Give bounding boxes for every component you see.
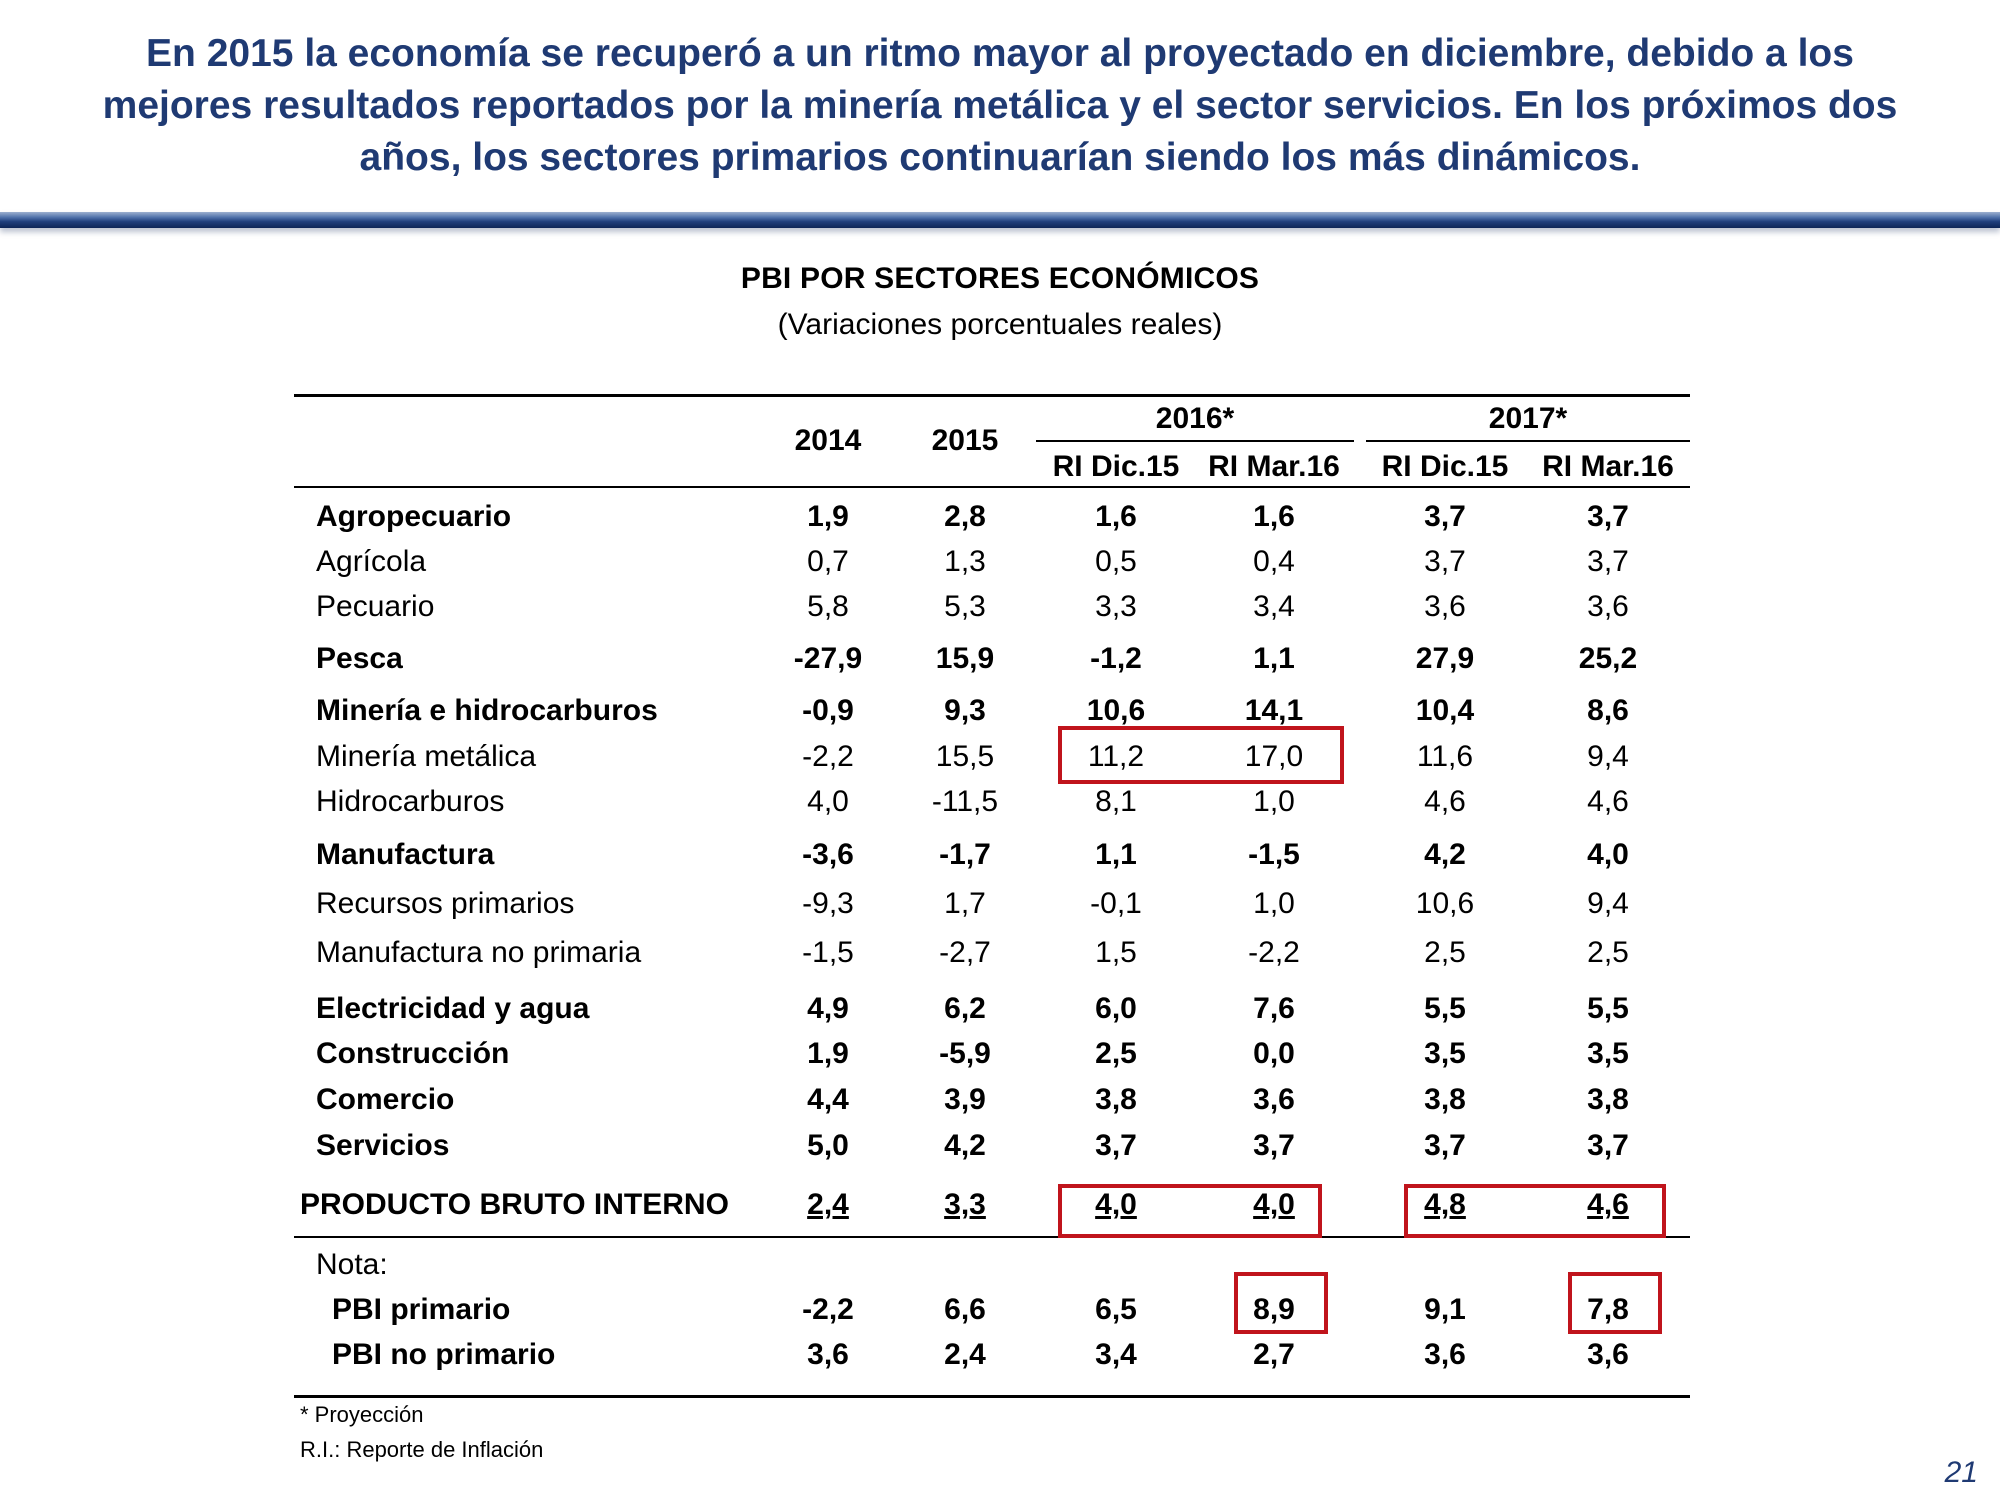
table-bottom-rule: [294, 1395, 1690, 1398]
cell-value: 0,4: [1253, 545, 1295, 578]
table-cell: [1046, 545, 1186, 579]
cell-value: 0,0: [1253, 1037, 1295, 1070]
cell-value: 4,0: [807, 785, 849, 818]
table-cell: [895, 590, 1035, 624]
footnote-ri: R.I.: Reporte de Inflación: [300, 1437, 544, 1462]
header-divider-bar: [0, 212, 2000, 228]
cell-value: 7,6: [1253, 992, 1295, 1025]
row-label: PBI primario: [332, 1293, 511, 1326]
table-cell: [1538, 642, 1678, 676]
table-cell: [895, 1338, 1035, 1372]
table-cell: [1204, 590, 1344, 624]
table-cell: [1204, 992, 1344, 1026]
cell-value: 3,5: [1424, 1037, 1466, 1070]
cell-value: 9,3: [944, 694, 986, 727]
table-cell: [1538, 992, 1678, 1026]
table-cell: [758, 642, 898, 676]
table-cell: [1538, 785, 1678, 819]
cell-value: 4,4: [807, 1083, 849, 1116]
table-cell: [1204, 887, 1344, 921]
table-cell: [1204, 1338, 1344, 1372]
table-row: [0, 1037, 2000, 1081]
table-cell: [1538, 887, 1678, 921]
table-cell: [1538, 694, 1678, 728]
cell-value: -2,2: [802, 1293, 854, 1326]
table-cell: [895, 694, 1035, 728]
table-cell: [895, 642, 1035, 676]
cell-value: 2,5: [1095, 1037, 1137, 1070]
cell-value: 4,9: [807, 992, 849, 1025]
cell-value: 1,9: [807, 1037, 849, 1070]
headline-line-3: años, los sectores primarios continuarían siendo los más dinámicos.: [359, 136, 1641, 179]
table-cell: [1538, 1129, 1678, 1163]
cell-value: 2,4: [807, 1188, 849, 1221]
cell-value: -1,2: [1090, 642, 1142, 675]
cell-value: 8,9: [1253, 1293, 1295, 1326]
cell-value: 3,7: [1587, 500, 1629, 533]
cell-value: 6,2: [944, 992, 986, 1025]
cell-value: 3,8: [1424, 1083, 1466, 1116]
table-cell: [1375, 1129, 1515, 1163]
cell-value: 3,7: [1424, 1129, 1466, 1162]
table-cell: [758, 1129, 898, 1163]
row-label: Agropecuario: [316, 500, 512, 533]
cell-value: 4,6: [1424, 785, 1466, 818]
table-cell: [1375, 694, 1515, 728]
row-label: Hidrocarburos: [316, 785, 505, 818]
row-label: Comercio: [316, 1083, 455, 1116]
highlight-pbi-2016: [1058, 1184, 1322, 1238]
cell-value: 5,8: [807, 590, 849, 623]
group-header-2017: 2017*: [1488, 402, 1568, 435]
table-row: [0, 1338, 2000, 1382]
table-cell: [1375, 1293, 1515, 1327]
highlight-mineria-metalica-2016: [1058, 726, 1344, 784]
cell-value: -3,6: [802, 838, 854, 871]
table-row: [0, 642, 2000, 686]
cell-value: -27,9: [793, 642, 863, 675]
table-cell: [1046, 1129, 1186, 1163]
table-top-rule: [294, 394, 1690, 397]
row-label: Electricidad y agua: [316, 992, 590, 1025]
cell-value: 6,0: [1095, 992, 1137, 1025]
col-header-2017-mar: RI Mar.16: [1542, 450, 1674, 483]
table-cell: [1046, 590, 1186, 624]
cell-value: 1,1: [1253, 642, 1295, 675]
row-label: Minería e hidrocarburos: [316, 694, 658, 727]
cell-value: 3,4: [1253, 590, 1295, 623]
table-cell: [1538, 936, 1678, 970]
cell-value: -0,9: [802, 694, 854, 727]
cell-value: 3,6: [807, 1338, 849, 1371]
table-cell: [1538, 1083, 1678, 1117]
highlight-pbi-2017: [1404, 1184, 1666, 1238]
table-cell: [1538, 590, 1678, 624]
table-cell: [1538, 1037, 1678, 1071]
cell-value: 3,6: [1424, 590, 1466, 623]
cell-value: -0,1: [1090, 887, 1142, 920]
table-cell: [895, 1083, 1035, 1117]
col-header-2017-dic: RI Dic.15: [1381, 450, 1509, 483]
table-cell: [1046, 992, 1186, 1026]
table-cell: [758, 992, 898, 1026]
cell-value: -2,7: [939, 936, 991, 969]
table-cell: [895, 838, 1035, 872]
table-row: [0, 838, 2000, 882]
cell-value: 15,5: [935, 740, 995, 773]
cell-value: 8,6: [1587, 694, 1629, 727]
table-cell: [1538, 500, 1678, 534]
cell-value: 4,2: [1424, 838, 1466, 871]
row-label: Nota:: [316, 1248, 388, 1281]
cell-value: 3,5: [1587, 1037, 1629, 1070]
table-cell: [1046, 1037, 1186, 1071]
cell-value: 3,7: [1587, 545, 1629, 578]
cell-value: -5,9: [939, 1037, 991, 1070]
cell-value: 1,7: [944, 887, 986, 920]
table-cell: [1046, 887, 1186, 921]
table-cell: [895, 500, 1035, 534]
table-cell: [758, 545, 898, 579]
cell-value: 3,3: [944, 1188, 986, 1221]
cell-value: 3,6: [1587, 590, 1629, 623]
table-cell: [895, 785, 1035, 819]
table-cell: [1375, 590, 1515, 624]
cell-value: 2,5: [1587, 936, 1629, 969]
cell-value: 5,3: [944, 590, 986, 623]
table-cell: [895, 887, 1035, 921]
table-cell: [1538, 740, 1678, 774]
table-cell: [1375, 642, 1515, 676]
cell-value: 4,6: [1587, 1188, 1629, 1221]
slide-headline: [0, 28, 2000, 184]
table-row: [0, 590, 2000, 634]
cell-value: 4,2: [944, 1129, 986, 1162]
cell-value: 4,0: [1587, 838, 1629, 871]
row-label: Pesca: [316, 642, 403, 675]
table-cell: [758, 500, 898, 534]
table-cell: [895, 1188, 1035, 1222]
cell-value: 4,8: [1424, 1188, 1466, 1221]
table-cell: [1375, 936, 1515, 970]
cell-value: 15,9: [935, 642, 995, 675]
table-row: [0, 1293, 2000, 1337]
cell-value: 5,0: [807, 1129, 849, 1162]
cell-value: 3,8: [1587, 1083, 1629, 1116]
cell-value: 9,1: [1424, 1293, 1466, 1326]
table-row: [0, 887, 2000, 931]
cell-value: -2,2: [1248, 936, 1300, 969]
cell-value: 7,8: [1587, 1293, 1629, 1326]
table-row: [0, 694, 2000, 738]
table-subtitle: (Variaciones porcentuales reales): [777, 308, 1223, 341]
group-header-2016: 2016*: [1155, 402, 1235, 435]
table-cell: [1204, 1037, 1344, 1071]
cell-value: 10,4: [1415, 694, 1475, 727]
table-cell: [1204, 500, 1344, 534]
cell-value: -2,2: [802, 740, 854, 773]
cell-value: 3,9: [944, 1083, 986, 1116]
table-cell: [1538, 545, 1678, 579]
table-cell: [1375, 838, 1515, 872]
table-cell: [758, 590, 898, 624]
table-cell: [895, 992, 1035, 1026]
table-cell: [1375, 740, 1515, 774]
cell-value: 3,6: [1424, 1338, 1466, 1371]
cell-value: 3,6: [1253, 1083, 1295, 1116]
table-cell: [1204, 545, 1344, 579]
cell-value: -11,5: [931, 785, 999, 818]
headline-line-2: mejores resultados reportados por la minería metálica y el sector servicios. En los próximos dos: [102, 84, 1898, 127]
table-cell: [1375, 500, 1515, 534]
table-cell: [1046, 1293, 1186, 1327]
page-number: 21: [1944, 1456, 1978, 1489]
highlight-pbi-primario-2016-mar: [1234, 1272, 1328, 1334]
cell-value: 6,5: [1095, 1293, 1137, 1326]
col-header-2015: 2015: [931, 424, 999, 457]
table-cell: [758, 936, 898, 970]
row-label: PBI no primario: [332, 1338, 556, 1371]
table-cell: [758, 887, 898, 921]
cell-value: 14,1: [1244, 694, 1304, 727]
headline-line-1: En 2015 la economía se recuperó a un ritmo mayor al proyectado en diciembre, debido a los: [146, 32, 1854, 75]
table-cell: [1046, 838, 1186, 872]
table-row: [0, 936, 2000, 980]
cell-value: 2,4: [944, 1338, 986, 1371]
cell-value: 11,6: [1416, 740, 1474, 773]
cell-value: 27,9: [1415, 642, 1475, 675]
cell-value: 1,6: [1095, 500, 1137, 533]
cell-value: 1,1: [1095, 838, 1137, 871]
cell-value: 3,4: [1095, 1338, 1137, 1371]
row-label: Construcción: [316, 1037, 510, 1070]
cell-value: -1,7: [939, 838, 991, 871]
table-cell: [895, 1293, 1035, 1327]
table-cell: [1046, 1083, 1186, 1117]
table-cell: [1046, 936, 1186, 970]
col-header-2016-dic: RI Dic.15: [1052, 450, 1180, 483]
table-row: [0, 500, 2000, 544]
cell-value: 3,7: [1587, 1129, 1629, 1162]
table-cell: [758, 1037, 898, 1071]
cell-value: 3,7: [1253, 1129, 1295, 1162]
col-header-2016-mar: RI Mar.16: [1208, 450, 1340, 483]
cell-value: -1,5: [802, 936, 854, 969]
cell-value: 2,7: [1253, 1338, 1295, 1371]
table-cell: [1046, 1338, 1186, 1372]
cell-value: 1,5: [1095, 936, 1137, 969]
cell-value: 10,6: [1086, 694, 1146, 727]
cell-value: -1,5: [1248, 838, 1300, 871]
table-row: [0, 992, 2000, 1036]
table-cell: [895, 936, 1035, 970]
table-cell: [1046, 500, 1186, 534]
group-2016-rule: [1036, 440, 1354, 442]
cell-value: 4,0: [1095, 1188, 1137, 1221]
row-label: Manufactura: [316, 838, 495, 871]
cell-value: 2,8: [944, 500, 986, 533]
cell-value: 1,3: [944, 545, 986, 578]
cell-value: 3,7: [1424, 500, 1466, 533]
cell-value: 5,5: [1587, 992, 1629, 1025]
cell-value: 3,3: [1095, 590, 1137, 623]
table-cell: [1375, 1338, 1515, 1372]
cell-value: 3,7: [1424, 545, 1466, 578]
group-2017-rule: [1366, 440, 1690, 442]
cell-value: 9,4: [1587, 740, 1629, 773]
table-row: [0, 1188, 2000, 1232]
table-cell: [1538, 1338, 1678, 1372]
table-cell: [758, 694, 898, 728]
table-cell: [1046, 642, 1186, 676]
cell-value: 2,5: [1424, 936, 1466, 969]
row-label: Servicios: [316, 1129, 450, 1162]
cell-value: 4,6: [1587, 785, 1629, 818]
table-cell: [1375, 545, 1515, 579]
cell-value: 1,0: [1253, 887, 1295, 920]
row-label: Manufactura no primaria: [316, 936, 642, 969]
cell-value: 9,4: [1587, 887, 1629, 920]
table-row: [0, 785, 2000, 829]
table-cell: [1204, 694, 1344, 728]
cell-value: -9,3: [802, 887, 854, 920]
table-row: [0, 545, 2000, 589]
table-cell: [1046, 785, 1186, 819]
table-cell: [1375, 887, 1515, 921]
table-cell: [895, 1037, 1035, 1071]
header-bottom-rule: [294, 486, 1690, 488]
table-cell: [758, 1293, 898, 1327]
cell-value: 1,0: [1253, 785, 1295, 818]
table-row: [0, 1129, 2000, 1173]
table-cell: [1375, 1083, 1515, 1117]
cell-value: 1,9: [807, 500, 849, 533]
table-cell: [1375, 992, 1515, 1026]
row-label: Pecuario: [316, 590, 435, 623]
cell-value: 3,6: [1587, 1338, 1629, 1371]
cell-value: 11,2: [1087, 740, 1145, 773]
table-cell: [1375, 785, 1515, 819]
table-cell: [758, 1083, 898, 1117]
table-row: [0, 1083, 2000, 1127]
table-cell: [758, 838, 898, 872]
table-cell: [895, 740, 1035, 774]
cell-value: 0,5: [1095, 545, 1137, 578]
cell-value: 0,7: [807, 545, 849, 578]
table-row: [0, 1248, 2000, 1292]
cell-value: 1,6: [1253, 500, 1295, 533]
row-label: PRODUCTO BRUTO INTERNO: [300, 1188, 729, 1221]
table-row: [0, 740, 2000, 784]
cell-value: 5,5: [1424, 992, 1466, 1025]
highlight-pbi-primario-2017-mar: [1568, 1272, 1662, 1334]
row-label: Recursos primarios: [316, 887, 575, 920]
cell-value: 8,1: [1095, 785, 1137, 818]
cell-value: 17,0: [1244, 740, 1304, 773]
table-cell: [1204, 838, 1344, 872]
table-cell: [1204, 1129, 1344, 1163]
table-title: PBI POR SECTORES ECONÓMICOS: [740, 262, 1260, 295]
col-header-2014: 2014: [794, 424, 862, 457]
cell-value: 10,6: [1415, 887, 1475, 920]
cell-value: 3,8: [1095, 1083, 1137, 1116]
table-cell: [1204, 785, 1344, 819]
row-label: Minería metálica: [316, 740, 537, 773]
table-cell: [758, 785, 898, 819]
table-cell: [895, 545, 1035, 579]
table-cell: [1204, 936, 1344, 970]
table-cell: [1204, 642, 1344, 676]
footnote-proyeccion: * Proyección: [300, 1402, 424, 1427]
table-cell: [1538, 838, 1678, 872]
cell-value: 25,2: [1578, 642, 1638, 675]
cell-value: 6,6: [944, 1293, 986, 1326]
table-cell: [1204, 1083, 1344, 1117]
table-cell: [895, 1129, 1035, 1163]
table-cell: [758, 740, 898, 774]
table-cell: [1046, 694, 1186, 728]
table-cell: [758, 1188, 898, 1222]
table-cell: [758, 1338, 898, 1372]
table-cell: [1375, 1037, 1515, 1071]
cell-value: 3,7: [1095, 1129, 1137, 1162]
row-label: Agrícola: [316, 545, 427, 578]
cell-value: 4,0: [1253, 1188, 1295, 1221]
